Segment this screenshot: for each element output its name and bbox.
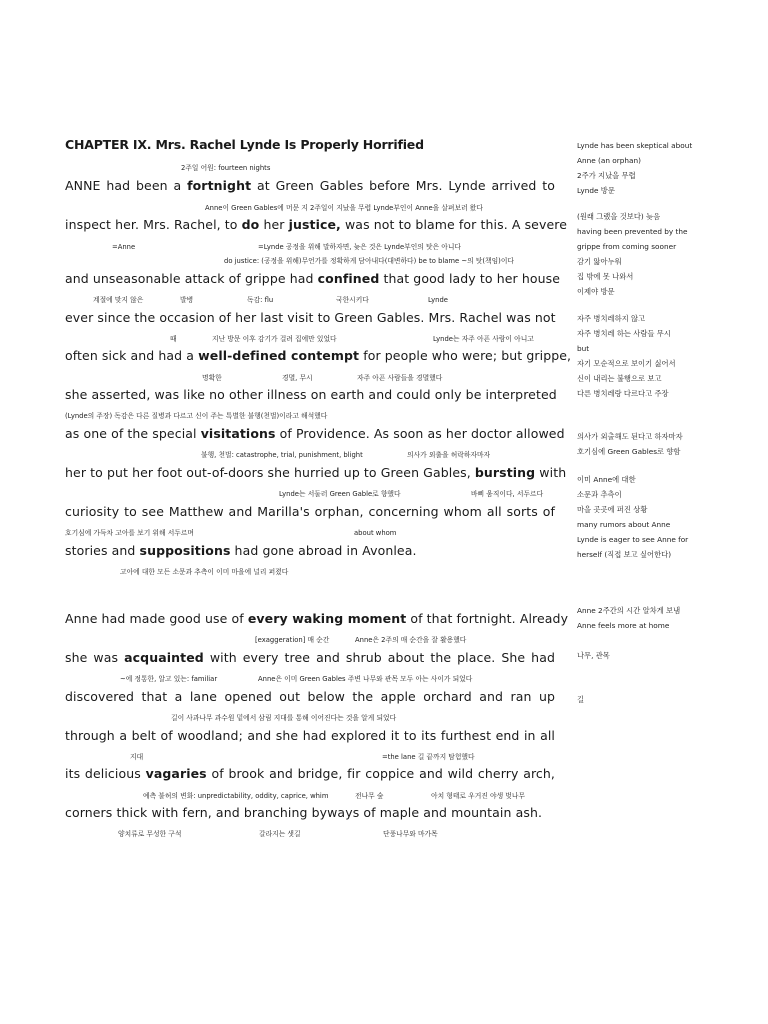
annotation: =Anne (112, 243, 136, 251)
paragraph-line: she asserted, was like no other illness on earth and could only be interpreted (65, 387, 557, 402)
annotation: 의사가 외출을 허락하자마자 (407, 451, 491, 459)
margin-note: Anne 2주간의 시간 알차게 보냄 Anne feels more at home (577, 606, 681, 630)
annotation: Anne은 2주의 매 순간을 잘 활용했다 (355, 636, 467, 644)
annotation: 계절에 맞지 않은 (93, 296, 144, 304)
margin-note: 의사가 외출해도 된다고 하자마자 호기심에 Green Gables로 향함 (577, 432, 683, 456)
paragraph-line: and unseasonable attack of grippe had confined that good lady to her house (65, 271, 561, 286)
annotation: 2주일 어원: fourteen nights (181, 164, 271, 172)
annotation: 고아에 대한 모든 소문과 추측이 이미 마을에 널리 퍼졌다 (120, 568, 289, 576)
paragraph-line: often sick and had a well-defined contempt for people who were; but grippe, (65, 348, 572, 363)
annotation: 길이 사과나무 과수원 밑에서 삼림 지대를 통해 이어진다는 것을 알게 되었다 (171, 714, 397, 722)
annotation: about whom (354, 529, 397, 537)
margin-note: (원래 그랬을 것보다) 늦음 having been prevented by the grippe from coming sooner 감기 앓아누워 집 밖에 못 나와서 이제야 방문 (577, 212, 688, 296)
annotation: ~에 정통한, 알고 있는: familiar (120, 675, 218, 683)
paragraph-line: corners thick with fern, and branching byways of maple and mountain ash. (65, 805, 543, 820)
paragraph-line: curiosity to see Matthew and Marilla's orphan, concerning whom all sorts of (65, 504, 555, 519)
paragraph-line: inspect her. Mrs. Rachel, to do her justice, was not to blame for this. A severe (65, 217, 568, 232)
annotation: =Lynde 공정을 위해 말하자면, 늦은 것은 Lynde부인의 탓은 아니다 (258, 243, 461, 251)
annotation: =the lane 길 끝까지 탐험했다 (382, 753, 475, 761)
margin-note: 나무, 관목 (577, 651, 610, 660)
annotation: 국한시키다 (336, 296, 369, 304)
paragraph-line: discovered that a lane opened out below the apple orchard and ran up (65, 689, 555, 704)
annotation: 명확한 (202, 374, 222, 382)
annotation: Lynde는 서둘러 Green Gable로 향했다 (279, 490, 401, 498)
annotation: 지대 (130, 753, 144, 761)
annotation: 자주 아픈 사람들을 경멸했다 (357, 374, 443, 382)
paragraph-line: ANNE had been a fortnight at Green Gables before Mrs. Lynde arrived to (65, 178, 555, 193)
annotation: do justice: (공정을 위해)무언가를 정확하게 담아내다(대변하다) be to blame ~의 탓(책임)이다 (224, 257, 514, 265)
annotation: [exaggeration] 매 순간 (255, 636, 330, 644)
paragraph-line: through a belt of woodland; and she had explored it to its furthest end in all (65, 728, 555, 743)
annotation: 지난 방문 이후 감기가 걸려 집에만 있었다 (212, 335, 337, 343)
paragraph-line: as one of the special visitations of Providence. As soon as her doctor allowed (65, 426, 565, 441)
margin-note: Lynde has been skeptical about Anne (an orphan) 2주가 지났을 무렵 Lynde 방문 (577, 141, 693, 195)
annotation: 양치류로 무성한 구석 (118, 830, 182, 838)
margin-note: 길 (577, 695, 585, 704)
paragraph-line: she was acquainted with every tree and shrub about the place. She had (65, 650, 555, 665)
annotation: 전나무 숲 (355, 792, 384, 800)
annotation: Lynde (428, 296, 448, 304)
annotation: 호기심에 가득차 고아를 보기 위해 서두르며 (65, 529, 194, 537)
annotation: 아치 형태로 우거진 야생 벚나무 (431, 792, 525, 800)
annotation: 불행, 천벌: catastrophe, trial, punishment, blight (201, 451, 363, 459)
paragraph-line: its delicious vagaries of brook and bridge, fir coppice and wild cherry arch, (65, 766, 555, 781)
annotation: 예측 불허의 변화: unpredictability, oddity, caprice, whim (143, 792, 329, 800)
annotation: 단풍나무와 마가목 (383, 830, 438, 838)
annotation: 때 (170, 335, 177, 343)
margin-note: 자주 병치레하지 않고 자주 병치레 하는 사람들 무시 but 자기 모순적으로 보이기 싫어서 신이 내리는 불행으로 보고 다른 병치레랑 다르다고 주장 (577, 314, 676, 398)
annotation: 발병 (180, 296, 194, 304)
annotation: Anne은 이미 Green Gables 주변 나무와 관목 모두 아는 사이가 되었다 (258, 675, 473, 683)
chapter-title: CHAPTER IX. Mrs. Rachel Lynde Is Properly Horrified (65, 137, 424, 152)
annotation: 바삐 움직이다, 서두르다 (471, 490, 544, 498)
annotation: 독감: flu (247, 296, 274, 304)
annotation: Anne이 Green Gables에 머문 지 2주일이 지났을 무렵 Lynde부인이 Anne을 살펴보러 왔다 (205, 204, 483, 212)
annotation: Lynde는 자주 아픈 사람이 아니고 (433, 335, 534, 343)
annotation: 경멸, 무시 (282, 374, 313, 382)
paragraph-line: ever since the occasion of her last visit to Green Gables. Mrs. Rachel was not (65, 310, 556, 325)
paragraph-line: Anne had made good use of every waking moment of that fortnight. Already (65, 611, 569, 626)
annotation: 갈라지는 샛길 (259, 830, 301, 838)
paragraph-line: her to put her foot out-of-doors she hurried up to Green Gables, bursting with (65, 465, 567, 480)
annotation: (Lynde의 주장) 독감은 다른 질병과 다르고 신이 주는 특별한 불행(천벌)이라고 해석했다 (65, 412, 328, 420)
margin-note: 이미 Anne에 대한 소문과 추측이 마을 곳곳에 퍼진 상황 many rumors about Anne Lynde is eager to see Anne for herself (직접 보고 싶어한다) (577, 475, 689, 559)
paragraph-line: stories and suppositions had gone abroad in Avonlea. (65, 543, 417, 558)
